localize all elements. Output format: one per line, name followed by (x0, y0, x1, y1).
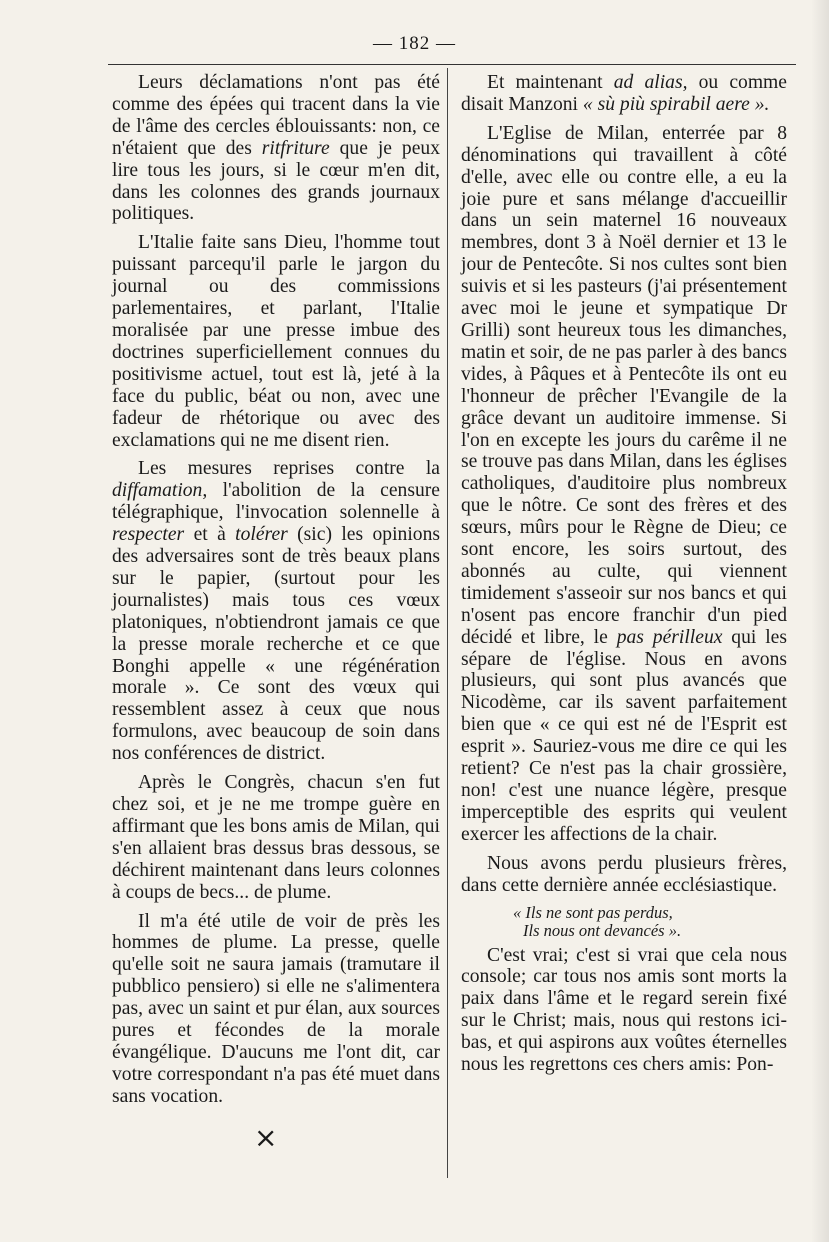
text-run: que je peux lire tous les jours, si le cœur m'en dit, dans les colonnes des grands journaux politiques. (112, 137, 440, 225)
left-paragraph-4: Après le Congrès, chacun s'en fut chez soi, et je ne me trompe guère en affirmant que les bons amis de Milan, qui s'en allaient bras dessus bras dessous, se déchirent maintenant dans leurs colonnes à coups de becs... de plume. (112, 772, 440, 903)
text-run: ou comme disait Manzoni (461, 72, 787, 115)
text-run: l'abolition de la censure télégraphique, l'invocation solennelle à (112, 480, 440, 524)
column-divider (447, 68, 448, 1178)
left-paragraph-3 (112, 458, 440, 765)
text-run: (sic) les opinions des adversaires sont de très beaux plans sur le papier, (surtout pour les journalistes) mais tous ces vœux platoniques, n'obtiendront jamais ce que la presse morale recherche et ce que Bonghi appelle « une régénération morale ». Ce sont des vœux qui ressemblent assez à ceux que nous formulons, avec beaucoup de soin dans nos conférences de district. (112, 524, 440, 765)
left-paragraph-2: L'Italie faite sans Dieu, l'homme tout puissant parcequ'il parle le jargon du journal ou des commissions parlementaires, et parlant, l'Italie moralisée par une presse imbue des doctrines superficiellement connues du positivisme actuel, tout est là, jeté à la face du public, béat ou non, avec une fadeur de rhétorique ou avec des exclamations qui ne me disent rien. (112, 232, 440, 451)
left-paragraph-1 (112, 72, 440, 225)
italic-run: respecter (112, 524, 185, 546)
text-run: qui les sépare de l'église. Nous en avons plusieurs, qui sont plus avancés que Nicodème, car ils savent parfaitement bien que « ce qui est né de l'Esprit est esprit ». Sauriez-vous me dire ce qui les retient? Ce n'est pas la chair grossière, non! c'est une nuance légère, presque imperceptible des esprits qui veulent exercer les affections de la chair. (461, 626, 787, 845)
header-rule (108, 64, 796, 65)
end-mark: × (254, 1121, 278, 1154)
italic-run: ad alias, (613, 72, 688, 93)
italic-run: pas périlleux (616, 626, 723, 648)
italic-run: diffamation, (112, 480, 208, 502)
scan-shadow (811, 0, 829, 1242)
text-run: et à (184, 524, 236, 546)
italic-run: « sù più spirabil aere ». (582, 93, 770, 115)
verse-quote (461, 904, 787, 940)
left-column (112, 72, 440, 1115)
right-paragraph-1 (461, 72, 787, 116)
left-paragraph-5: Il m'a été utile de voir de près les hommes de plume. La presse, quelle qu'elle soit ne saura jamais (tramutare il pubblico pensiero) si elle ne s'alimentera pas, avec un saint et pur élan, aux sources pures et fécondes de la morale évangélique. D'aucuns me l'ont dit, car votre correspondant n'a pas été muet dans sans vocation. (112, 910, 440, 1107)
text-run: Leurs déclamations n'ont pas été comme des épées qui tracent dans la vie de l'âme des cercles éblouissants: non, ce n'étaient que des (112, 72, 440, 159)
right-column (461, 72, 787, 1083)
right-paragraph-3: Nous avons perdu plusieurs frères, dans cette dernière année ecclésiastique. (461, 852, 787, 896)
right-paragraph-2 (461, 123, 787, 846)
text-run: Et maintenant (487, 72, 614, 93)
quote-line: « Ils ne sont pas perdus, (513, 902, 673, 922)
quote-line: Ils nous ont devancés ». (523, 920, 682, 940)
text-run: Les mesures reprises contre la (138, 458, 440, 480)
italic-run: tolérer (235, 524, 288, 546)
page-number: — 182 — (373, 33, 456, 54)
italic-run: ritfriture (261, 137, 330, 159)
right-paragraph-4: C'est vrai; c'est si vrai que cela nous console; car tous nos amis sont morts la paix dans l'âme et le regard serein fixé sur le Christ; mais, nous qui restons ici-bas, et qui aspirons aux voûtes éternelles nous les regrettons ces chers amis: Pon- (461, 944, 787, 1076)
text-run: L'Eglise de Milan, enterrée par 8 dénominations qui travaillent à côté d'elle, avec elle ou contre elle, a eu la joie pure et sans mélange d'accueillir dans un sein maternel 16 nouveaux membres, dont 3 à Noël dernier et 13 le jour de Pentecôte. Si nos cultes sont bien suivis et si les pasteurs (j'ai présentement avec moi le jeune et sympatique Dr Grilli) sont heureux tous les dimanches, matin et soir, de ne pas parler à des bancs vides, à Pâques et à Pentecôte ils ont eu l'honneur de prêcher l'Evangile de la grâce devant un auditoire immense. Si l'on en excepte les jours du carême il ne se trouve pas dans Milan, dans les églises catholiques, d'auditoire plus nombreux que le nôtre. Ce sont des frères et des sœurs, mûrs pour le Règne de Dieu; ce sont encore, les soirs surtout, des abonnés au culte, qui viennent timidement s'asseoir sur nos bancs et qui n'osent pas encore franchir d'un pied décidé et libre, le (461, 122, 787, 648)
